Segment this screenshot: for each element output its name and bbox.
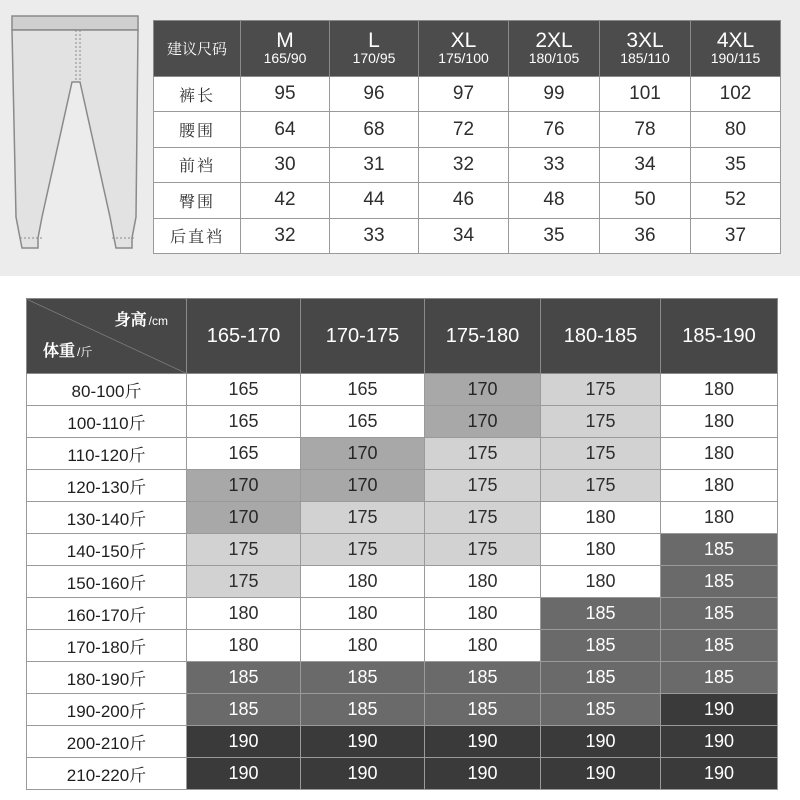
recommended-size-cell: 175: [187, 534, 301, 566]
recommended-size-cell: 190: [661, 758, 778, 790]
size-name: XL: [450, 29, 477, 52]
recommended-size-cell: 190: [661, 694, 778, 726]
size-name: 4XL: [716, 29, 755, 52]
recommended-size-cell: 170: [187, 470, 301, 502]
recommended-size-cell: 185: [187, 694, 301, 726]
recommended-size-cell: 180: [661, 470, 778, 502]
recommended-size-cell: 175: [541, 406, 661, 438]
measurement-value: 33: [330, 218, 419, 253]
weight-range-label: 120-130斤: [27, 470, 187, 502]
recommended-size-cell: 190: [541, 726, 661, 758]
recommended-size-cell: 175: [301, 502, 425, 534]
weight-range-label: 80-100斤: [27, 374, 187, 406]
size-corner-label: 建议尺码: [154, 21, 241, 77]
measurement-value: 80: [691, 112, 781, 147]
measurement-value: 78: [600, 112, 691, 147]
size-code: 170/95: [352, 50, 396, 66]
size-col-header: [241, 21, 330, 77]
measurement-label: 腰围: [154, 112, 241, 147]
recommended-size-cell: 165: [301, 406, 425, 438]
weight-row: [27, 662, 778, 694]
size-table-row: [154, 183, 781, 218]
recommended-size-cell: 180: [541, 502, 661, 534]
recommended-size-cell: 180: [187, 598, 301, 630]
weight-range-label: 100-110斤: [27, 406, 187, 438]
weight-row: [27, 758, 778, 790]
recommended-size-cell: 170: [425, 406, 541, 438]
recommended-size-cell: 180: [425, 630, 541, 662]
height-range-header: 185-190: [661, 299, 778, 374]
measurement-label: 前裆: [154, 147, 241, 182]
size-col-header: [600, 21, 691, 77]
recommended-size-cell: 175: [541, 374, 661, 406]
measurement-value: 46: [419, 183, 509, 218]
recommended-size-cell: 185: [541, 598, 661, 630]
measurement-value: 35: [509, 218, 600, 253]
measurement-value: 64: [241, 112, 330, 147]
measurement-value: 33: [509, 147, 600, 182]
recommended-size-cell: 180: [187, 630, 301, 662]
measurement-value: 32: [419, 147, 509, 182]
weight-range-label: 160-170斤: [27, 598, 187, 630]
measurement-value: 99: [509, 77, 600, 112]
measurement-label: 裤长: [154, 77, 241, 112]
recommended-size-cell: 190: [187, 726, 301, 758]
size-table-row: [154, 147, 781, 182]
recommended-size-cell: 180: [301, 598, 425, 630]
recommended-size-cell: 185: [187, 662, 301, 694]
size-col-header: [509, 21, 600, 77]
weight-row: [27, 470, 778, 502]
size-code: 165/90: [263, 50, 307, 66]
recommended-size-cell: 180: [661, 502, 778, 534]
size-code: 180/105: [528, 50, 580, 66]
measurement-label: 臀围: [154, 183, 241, 218]
recommended-size-cell: 190: [425, 758, 541, 790]
weight-row: [27, 534, 778, 566]
size-code: 175/100: [438, 50, 489, 66]
size-col-header: [691, 21, 781, 77]
weight-axis-label: 体重 /斤: [43, 343, 93, 360]
recommended-size-cell: 180: [425, 598, 541, 630]
recommended-size-cell: 180: [661, 406, 778, 438]
recommended-size-cell: 190: [187, 758, 301, 790]
height-range-header: 170-175: [301, 299, 425, 374]
recommended-size-cell: 175: [425, 502, 541, 534]
recommended-size-cell: 180: [541, 534, 661, 566]
height-range-header: 165-170: [187, 299, 301, 374]
recommended-size-cell: 185: [661, 566, 778, 598]
recommended-size-cell: 175: [541, 470, 661, 502]
recommended-size-cell: 185: [661, 630, 778, 662]
recommended-size-cell: 190: [541, 758, 661, 790]
size-name: L: [368, 29, 380, 52]
weight-range-label: 130-140斤: [27, 502, 187, 534]
height-range-header: 175-180: [425, 299, 541, 374]
measurement-value: 96: [330, 77, 419, 112]
weight-range-label: 190-200斤: [27, 694, 187, 726]
size-table: [153, 20, 781, 254]
recommended-size-cell: 170: [425, 374, 541, 406]
weight-row: [27, 726, 778, 758]
recommended-size-cell: 185: [541, 694, 661, 726]
recommended-size-cell: 185: [541, 662, 661, 694]
recommended-size-cell: 170: [187, 502, 301, 534]
recommended-size-cell: 185: [661, 662, 778, 694]
weight-range-label: 200-210斤: [27, 726, 187, 758]
recommended-size-cell: 175: [425, 438, 541, 470]
measurement-value: 102: [691, 77, 781, 112]
measurement-value: 52: [691, 183, 781, 218]
size-recommendation-table: [26, 298, 778, 790]
recommended-size-cell: 175: [425, 470, 541, 502]
measurement-label: 后直裆: [154, 218, 241, 253]
size-name: 2XL: [535, 29, 573, 52]
size-table-row: [154, 77, 781, 112]
height-header-row: [27, 299, 778, 374]
weight-row: [27, 598, 778, 630]
measurement-value: 34: [600, 147, 691, 182]
weight-row: [27, 438, 778, 470]
measurement-value: 32: [241, 218, 330, 253]
measurement-value: 50: [600, 183, 691, 218]
weight-range-label: 110-120斤: [27, 438, 187, 470]
measurement-value: 30: [241, 147, 330, 182]
recommended-size-cell: 170: [301, 438, 425, 470]
size-name: 3XL: [626, 29, 664, 52]
measurement-value: 68: [330, 112, 419, 147]
size-col-header: [330, 21, 419, 77]
measurement-value: 34: [419, 218, 509, 253]
recommended-size-cell: 190: [301, 758, 425, 790]
measurement-value: 95: [241, 77, 330, 112]
recommended-size-cell: 165: [187, 406, 301, 438]
height-weight-corner: [27, 299, 187, 374]
recommended-size-cell: 185: [301, 694, 425, 726]
measurement-value: 35: [691, 147, 781, 182]
height-range-header: 180-185: [541, 299, 661, 374]
weight-row: [27, 374, 778, 406]
measurement-value: 37: [691, 218, 781, 253]
weight-range-label: 170-180斤: [27, 630, 187, 662]
measurement-value: 72: [419, 112, 509, 147]
size-code: 185/110: [620, 50, 670, 66]
recommended-size-cell: 180: [661, 438, 778, 470]
weight-range-label: 210-220斤: [27, 758, 187, 790]
size-code: 190/115: [710, 50, 761, 66]
weight-range-label: 150-160斤: [27, 566, 187, 598]
size-table-row: [154, 218, 781, 253]
recommended-size-cell: 190: [425, 726, 541, 758]
weight-range-label: 180-190斤: [27, 662, 187, 694]
recommended-size-cell: 175: [425, 534, 541, 566]
recommended-size-cell: 165: [187, 438, 301, 470]
recommended-size-cell: 175: [301, 534, 425, 566]
measurement-value: 42: [241, 183, 330, 218]
measurement-value: 36: [600, 218, 691, 253]
recommended-size-cell: 165: [187, 374, 301, 406]
recommended-size-cell: 165: [301, 374, 425, 406]
recommended-size-cell: 190: [661, 726, 778, 758]
weight-row: [27, 406, 778, 438]
recommended-size-cell: 175: [187, 566, 301, 598]
measurement-value: 44: [330, 183, 419, 218]
size-name: M: [276, 29, 294, 52]
recommended-size-cell: 180: [425, 566, 541, 598]
size-col-header: [419, 21, 509, 77]
measurement-value: 97: [419, 77, 509, 112]
weight-row: [27, 694, 778, 726]
measurement-value: 101: [600, 77, 691, 112]
recommended-size-cell: 180: [541, 566, 661, 598]
weight-range-label: 140-150斤: [27, 534, 187, 566]
recommended-size-cell: 180: [301, 630, 425, 662]
recommended-size-cell: 175: [541, 438, 661, 470]
recommended-size-cell: 185: [301, 662, 425, 694]
weight-row: [27, 502, 778, 534]
recommended-size-cell: 180: [661, 374, 778, 406]
height-axis-label: 身高 /cm: [114, 312, 168, 329]
weight-row: [27, 630, 778, 662]
recommended-size-cell: 185: [541, 630, 661, 662]
measurement-value: 76: [509, 112, 600, 147]
measurement-value: 48: [509, 183, 600, 218]
recommended-size-cell: 190: [301, 726, 425, 758]
size-header-row: [154, 21, 781, 77]
pants-icon: [4, 12, 148, 260]
size-table-row: [154, 112, 781, 147]
recommended-size-cell: 180: [301, 566, 425, 598]
recommended-size-cell: 170: [301, 470, 425, 502]
recommended-size-cell: 185: [425, 694, 541, 726]
recommended-size-cell: 185: [661, 534, 778, 566]
weight-row: [27, 566, 778, 598]
measurement-value: 31: [330, 147, 419, 182]
recommended-size-cell: 185: [425, 662, 541, 694]
recommended-size-cell: 185: [661, 598, 778, 630]
